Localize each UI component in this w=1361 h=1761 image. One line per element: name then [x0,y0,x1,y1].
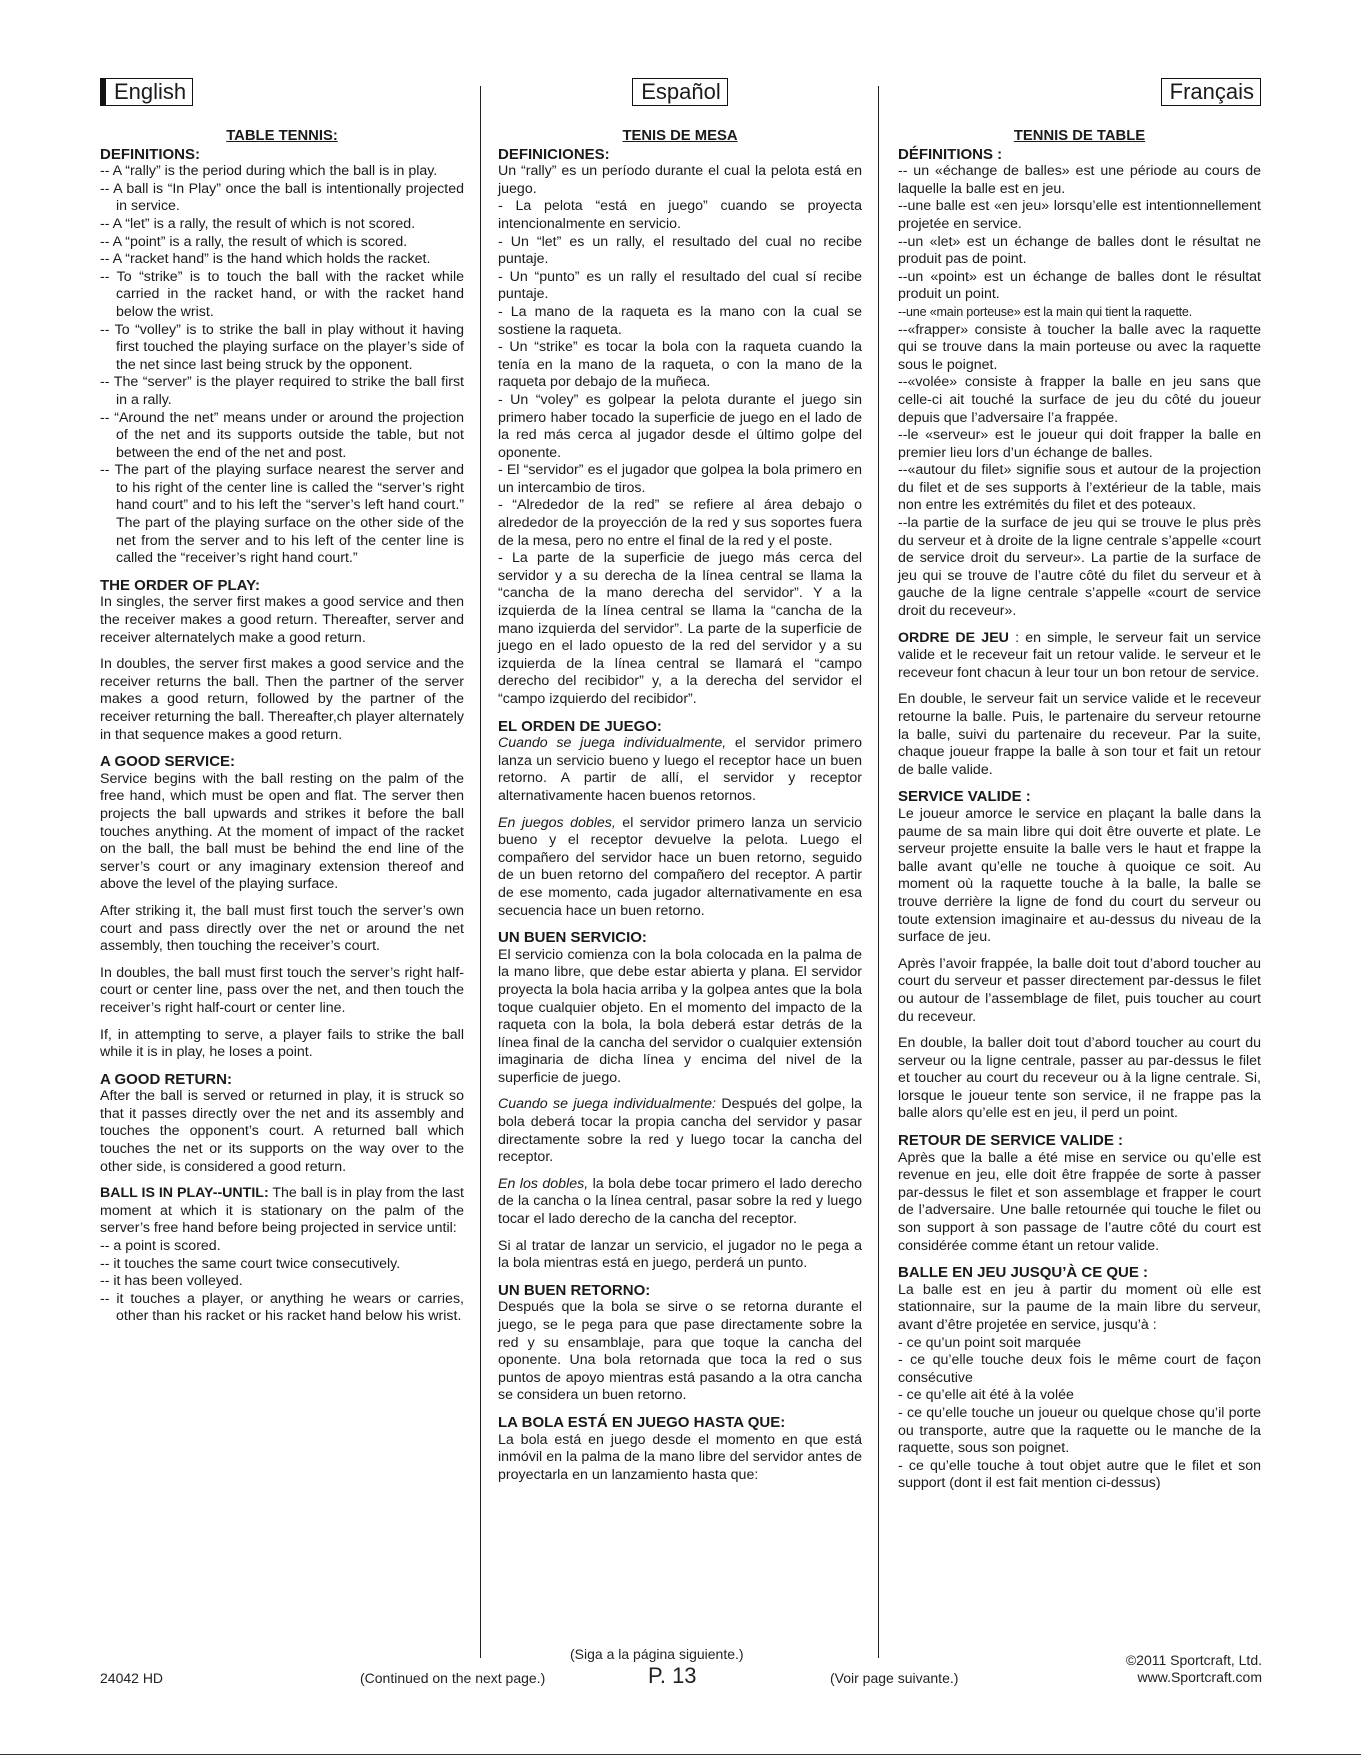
continued-note-french: (Voir page suivante.) [830,1670,959,1686]
definition-item: - El “servidor” es el jugador que golpea la bola primero en un intercambio de tiros. [498,462,862,496]
section-title: TENIS DE MESA [622,128,738,144]
definition-item: --une balle est «en jeu» lorsqu’elle est intentionnellement projetée en service. [898,198,1261,232]
spanish-column [498,78,862,1484]
paragraph: Après que la balle a été mise en service ou qu’elle est revenue en jeu, elle doit être frappée de sorte à passer par-dessus le filet et son assemblage et frapper le court de l’adversaire. Une balle retournée qui touche le filet ou son support à son passage de l’autre côté du court est considérée comme étant un retour valide. [898,1149,1261,1254]
paragraph: In doubles, the server first makes a good service and the receiver returns the ball. Then the partner of the server makes a good return, followed by the partner of the receiver returning the ball. Thereafter,ch player alternately in that sequence makes a good return. [100,656,464,743]
definition-item: -- To “volley” is to strike the ball in play without it having first touched the playing surface on the player’s side of the net since last being struck by the opponent. [100,321,464,373]
continued-note-english: (Continued on the next page.) [360,1670,546,1686]
list-item: -- it touches the same court twice consecutively. [100,1255,401,1272]
order-heading: THE ORDER OF PLAY: [100,576,261,594]
definition-item: --le «serveur» est le joueur qui doit frapper la balle en premier lieu lors d’un échange de balles. [898,427,1261,461]
section-title: TENNIS DE TABLE [1013,128,1146,144]
column-divider-left [480,86,481,1658]
definition-item: --«frapper» consiste à toucher la balle avec la raquette qui se trouve dans la main porteuse ou avec la raquette sous le poignet. [898,321,1261,373]
definition-item: -- un «échange de balles» est une période au cours de laquelle la balle est en jeu. [898,163,1261,197]
paragraph-text: la bola debe tocar primero el lado derecho de la cancha o la línea central, pasar sobre la red y luego tocar el lado derecho de la cancha del receptor. [498,1175,862,1228]
service-heading: A GOOD SERVICE: [100,753,236,771]
website: www.Sportcraft.com [1137,1669,1262,1685]
definition-item: - Un “punto” es un rally el resultado del cual sí recibe puntaje. [498,268,862,303]
service-heading: SERVICE VALIDE : [898,788,1031,806]
paragraph [898,630,1261,683]
section-title: TABLE TENNIS: [226,128,338,144]
list-item: - ce qu’elle touche un joueur ou quelque chose qu’il porte ou transporte, autre que la raquette ou le manche de la raquette, sous son poignet. [898,1404,1261,1457]
definitions-heading: DEFINICIONES: [498,145,610,163]
definition-item: -- A “let” is a rally, the result of which is not scored. [100,215,416,232]
italic-lead: Cuando se juega individualmente: [498,1096,716,1113]
list-item: - ce qu’un point soit marquée [898,1334,1081,1351]
paragraph: In doubles, the ball must first touch the server’s right half-court or center line, pass over the net, and then touch the receiver’s right half-court or center line. [100,964,464,1016]
until-text: The ball is in play from the last moment at which it is stationary on the palm of the server’s free hand before being projected in service until: [100,1185,464,1237]
definition-item: -- The “server” is the player required to strike the ball first in a rally. [100,374,464,408]
list-item: -- it touches a player, or anything he wears or carries, other than his racket or his racket hand below his wrist. [100,1290,464,1325]
definition-item: Un “rally” es un período durante el cual la pelota está en juego. [498,163,862,197]
definition-item: -- “Around the net” means under or around the projection of the net and its supports outside the table, but not between the end of the net and post. [100,409,464,461]
definition-item: - “Alrededor de la red” se refiere al área debajo o alrededor de la proyección de la red y sus soportes fuera de la mesa, pero no entre el final de la red y el poste. [498,497,862,549]
paragraph-text: : en simple, le serveur fait un service valide et le receveur fait un retour valide. le serveur et le receveur font chacun à leur tour un bon retour de service. [898,629,1261,681]
definition-item: -- A “point” is a rally, the result of which is scored. [100,233,408,250]
definition-item: -- A “racket hand” is the hand which holds the racket. [100,251,431,268]
french-column [898,78,1261,1493]
definition-item: - Un “let” es un rally, el resultado del cual no recibe puntaje. [498,233,862,268]
list-item: - ce qu’elle touche à tout objet autre que le filet et son support (dont il est fait mention ci-dessus) [898,1457,1261,1492]
paragraph-text: el servidor primero lanza un servicio bueno y el receptor devuelve la pelota. Luego el compañero del servidor hace un buen retorno, seguido de un buen retorno del compañero del receptor. A partir de ese momento, cada jugador alternativamente en esa secuencia hace un buen retorno. [498,814,862,919]
model-number: 24042 HD [100,1670,164,1686]
definition-item: - Un “voley” es golpear la pelota durante el juego sin primero haber tocado la superficie de juego en el lado de la red más cerca al jugador desde el último golpe del oponente. [498,391,862,461]
paragraph: Service begins with the ball resting on the palm of the free hand, which must be open and flat. The server then projects the ball upwards and strikes it before the ball touches anything. At the moment of impact of the racket on the ball, the ball must be behind the end line of the server’s court or any imaginary extension thereof and above the level of the playing surface. [100,770,464,893]
bottom-rule [0,1754,1361,1755]
language-tag-spanish: Español [632,78,728,106]
paragraph: In singles, the server first makes a good service and then the receiver makes a good return. Thereafter, server and receiver alternatelych make a good return. [100,594,464,646]
paragraph: En double, le serveur fait un service valide et le receveur retourne la balle. Puis, le partenaire du serveur retourne la balle, suivi du partenaire du receveur. Par la suite, chaque joueur frappe la balle à son tour et fait un retour de balle valide. [898,691,1261,778]
definition-item: -- The part of the playing surface nearest the server and to his right of the center line is called the “server’s right hand court” and to his left the “server’s left hand court.” The part of the playing surface on the other side of the net from the server and to his left of the center line is called the “receiver’s right hand court.” [100,462,464,567]
page-number: P. 13 [648,1663,697,1688]
paragraph: After the ball is served or returned in play, it is struck so that it passes directly over the net and its assembly and touches the opponent’s court. A returned ball which touches the net or its supports on the way over to the other side, is considered a good return. [100,1088,464,1175]
definition-item: - Un “strike” es tocar la bola con la raqueta cuando la tenía en la mano de la raqueta, o con la mano de la raqueta por debajo de la muñeca. [498,339,862,391]
list-item: -- a point is scored. [100,1238,221,1255]
paragraph: Si al tratar de lanzar un servicio, el jugador no le pega a la bola mientras está en juego, perderá un punto. [498,1237,862,1272]
paragraph: La balle est en jeu à partir du moment où elle est stationnaire, sur la paume de la main libre du serveur, avant d’être projetée en service, jusqu’à : [898,1281,1261,1333]
until-heading: BALL IS IN PLAY--UNTIL: [100,1185,269,1202]
definition-item: --«volée» consiste à frapper la balle en jeu sans que celle-ci ait touché la surface de jeu du côté du joueur depuis que l’adversaire l’a frappée. [898,374,1261,426]
list-item: - ce qu’elle ait été à la volée [898,1387,1074,1404]
paragraph: After striking it, the ball must first touch the server’s own court and pass directly over the net or around the net assembly, then touching the receiver’s court. [100,902,464,955]
definitions-heading: DEFINITIONS: [100,145,200,163]
paragraph-text: Después del golpe, la bola deberá tocar la propia cancha del servidor y pasar directamente sobre la red y luego tocar la cancha del receptor. [498,1096,862,1166]
paragraph [100,1185,464,1238]
order-heading: EL ORDEN DE JUEGO: [498,717,662,735]
paragraph [498,815,862,921]
definition-item: --une «main porteuse» est la main qui tient la raquette. [898,304,1193,319]
list-item: -- it has been volleyed. [100,1273,243,1290]
definition-item: -- To “strike” is to touch the ball with the racket while carried in the racket hand, or with the racket hand below the wrist. [100,268,464,320]
italic-lead: Cuando se juega individualmente, [498,735,727,752]
paragraph: If, in attempting to serve, a player fails to strike the ball while it is in play, he loses a point. [100,1026,464,1061]
paragraph: El servicio comienza con la bola colocada en la palma de la mano libre, que debe estar abierta y plana. El servidor proyecta la bola hacia arriba y la golpea antes que la bola toque cualquier objeto. En el momento del impacto de la raqueta con la bola, la bola deberá estar detrás de la línea final de la cancha del servidor o cualquier extensión imaginaria de dicha línea y encima del nivel de la superficie de juego. [498,946,862,1086]
definition-item: - La pelota “está en juego” cuando se proyecta intencionalmente en servicio. [498,198,862,232]
continued-note-spanish: (Siga a la página siguiente.) [570,1646,744,1662]
definition-item: --«autour du filet» signifie sous et autour de la projection du filet et de ses supports à l’extérieur de la table, mais non entre les extrémités du filet et des poteaux. [898,462,1261,514]
return-heading: RETOUR DE SERVICE VALIDE : [898,1132,1124,1150]
return-heading: UN BUEN RETORNO: [498,1281,651,1299]
paragraph-text: el servidor primero lanza un servicio bueno y luego el receptor hace un buen retorno. A partir de allí, el servidor y receptor alternativamente hacen buenos retornos. [498,735,863,804]
return-heading: A GOOD RETURN: [100,1070,232,1088]
list-item: - ce qu’elle touche deux fois le même court de façon consécutive [898,1352,1261,1386]
paragraph: En double, la baller doit tout d’abord toucher au court du serveur ou la ligne centrale, passer au par-dessus le filet et toucher au court du receveur ou à la ligne centrale. Si, lorsque le joueur tente son service, il ne frappe pas la balle alors qu’elle est en jeu, il perd un point. [898,1035,1261,1122]
language-tag-french: Français [1161,78,1261,106]
paragraph: La bola está en juego desde el momento en que está inmóvil en la palma de la mano libre del servidor antes de proyectarla en un lanzamiento hasta que: [498,1431,862,1483]
definition-item: --un «let» est un échange de balles dont le résultat ne produit pas de point. [898,233,1261,268]
paragraph: Después que la bola se sirve o se retorna durante el juego, se le pega para que pase directamente sobre la red y su ensamblaje, para que toque la cancha del oponente. Una bola retornada que toca la red o sus puntos de apoyo mientras está pasando a la otra cancha se considera un buen retorno. [498,1299,862,1404]
definition-item: - La parte de la superficie de juego más cerca del servidor y a su derecha de la línea central se llama la “cancha de la mano derecha del servidor”. Y a la izquierda de la línea central se llama la “cancha de la mano izquierda del servidor”. La parte de la superficie de juego en el lado opuesto de la red del servidor y a su izquierda de la línea central se llamará el “campo derecho del recibidor” y, a la derecha del servidor el “campo izquierdo del recibidor”. [498,550,862,707]
definition-item: -- A “rally” is the period during which the ball is in play. [100,163,438,180]
definition-item: --la partie de la surface de jeu qui se trouve le plus près du serveur et à droite de la ligne centrale s’appelle «court de service droit du serveur». La partie de la surface de jeu qui se trouve de l’autre côté du filet du serveur et à gauche de la ligne centrale s’appelle «court de service droit du receveur». [898,515,1261,620]
copyright: ©2011 Sportcraft, Ltd. [1125,1652,1262,1668]
service-heading: UN BUEN SERVICIO: [498,929,647,947]
definition-item: -- A ball is “In Play” once the ball is intentionally projected in service. [100,180,464,215]
until-heading: LA BOLA ESTÁ EN JUEGO HASTA QUE: [498,1413,786,1431]
until-heading: BALLE EN JEU JUSQU’À CE QUE : [898,1264,1149,1282]
column-divider-right [878,86,879,1658]
italic-lead: En los dobles, [498,1175,589,1192]
paragraph [498,1176,862,1229]
paragraph: Après l’avoir frappée, la balle doit tout d’abord toucher au court du serveur et passer directement par-dessus le filet ou autour de l’assemblage de filet, puis toucher au court du receveur. [898,955,1261,1025]
definition-item: --un «point» est un échange de balles dont le résultat produit un point. [898,268,1261,303]
english-column [100,78,464,1326]
paragraph: Le joueur amorce le service en plaçant la balle dans la paume de sa main libre qui doit être ouverte et plate. Le serveur projette ensuite la balle vers le haut et frappe la balle avant qu’elle ne touche à quoique ce soit. Au moment où la raquette touche à la balle, la balle se trouve derrière la ligne de fond du court du serveur ou toute extension imaginaire et au-dessus du niveau de la surface de jeu. [898,805,1261,946]
paragraph [498,1096,862,1166]
order-heading: ORDRE DE JEU [898,629,1009,646]
italic-lead: En juegos dobles, [498,814,616,831]
paragraph [498,735,862,805]
definitions-heading: DÉFINITIONS : [898,145,1003,163]
definition-item: - La mano de la raqueta es la mano con la cual se sostiene la raqueta. [498,303,862,338]
language-tag-english: English [100,78,193,106]
